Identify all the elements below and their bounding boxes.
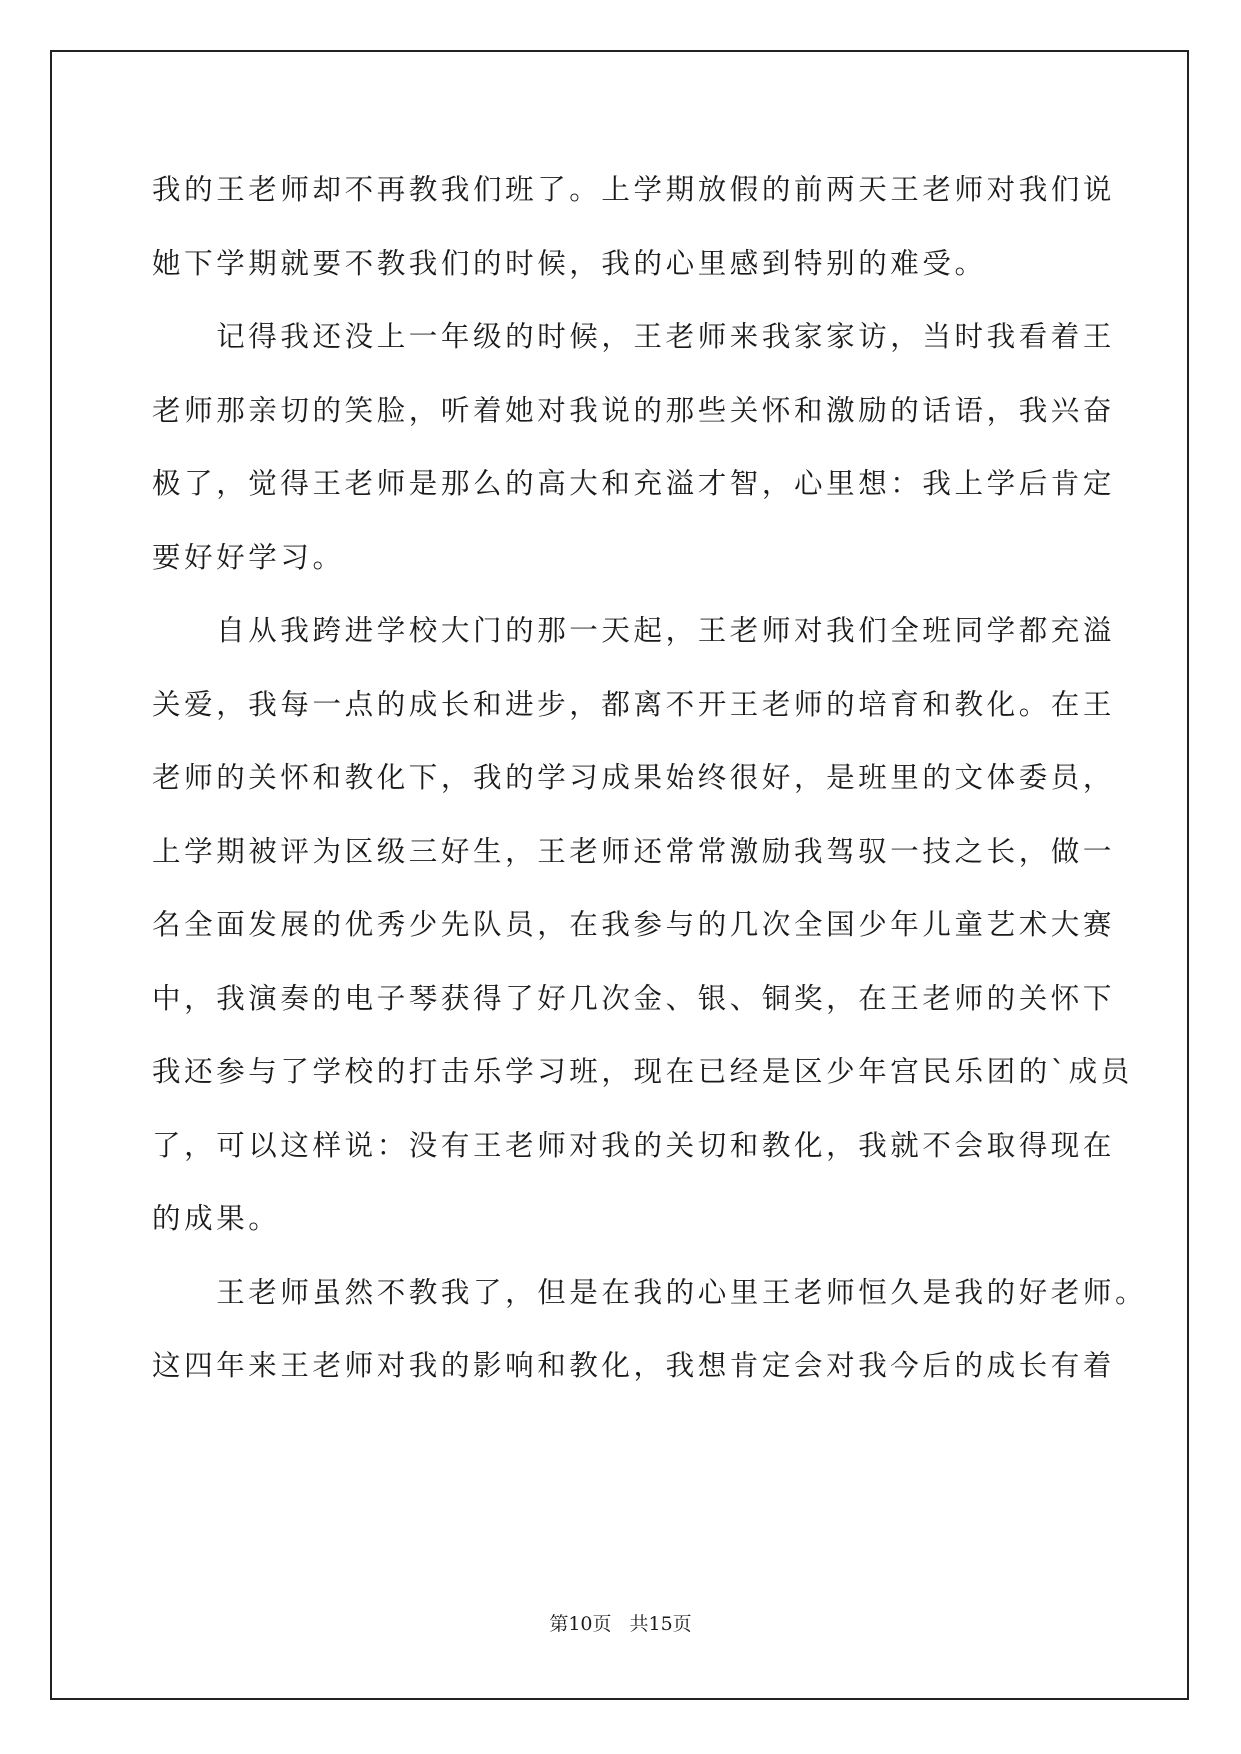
text-line: 的成果。: [152, 1202, 281, 1235]
text-line: 自从我跨进学校大门的那一天起，王老师对我们全班同学都充溢: [152, 614, 1116, 647]
page-footer: [0, 1609, 1241, 1636]
text-line: 这四年来王老师对我的影响和教化，我想肯定会对我今后的成长有着: [152, 1349, 1116, 1382]
text-line: 我的王老师却不再教我们班了。上学期放假的前两天王老师对我们说: [152, 173, 1116, 206]
text-line: 她下学期就要不教我们的时候，我的心里感到特别的难受。: [152, 247, 987, 280]
text-line: 了，可以这样说：没有王老师对我的关切和教化，我就不会取得现在: [152, 1129, 1116, 1162]
text-line: 王老师虽然不教我了，但是在我的心里王老师恒久是我的好老师。: [152, 1276, 1148, 1309]
page-number-total: 共15页: [629, 1613, 692, 1635]
text-line: 老师的关怀和教化下，我的学习成果始终很好，是班里的文体委员，: [152, 761, 1116, 794]
text-line: 上学期被评为区级三好生，王老师还常常激励我驾驭一技之长，做一: [152, 835, 1116, 868]
text-line: 中，我演奏的电子琴获得了好几次金、银、铜奖，在王老师的关怀下: [152, 982, 1116, 1015]
page-border: [50, 50, 1189, 1700]
text-line: 关爱，我每一点的成长和进步，都离不开王老师的培育和教化。在王: [152, 688, 1116, 721]
text-line: 名全面发展的优秀少先队员，在我参与的几次全国少年儿童艺术大赛: [152, 908, 1116, 941]
text-line: 极了，觉得王老师是那么的高大和充溢才智，心里想：我上学后肯定: [152, 467, 1116, 500]
text-line: 我还参与了学校的打击乐学习班，现在已经是区少年宫民乐团的`成员: [152, 1055, 1133, 1088]
text-line: 老师那亲切的笑脸，听着她对我说的那些关怀和激励的话语，我兴奋: [152, 394, 1116, 427]
text-line: 记得我还没上一年级的时候，王老师来我家家访，当时我看着王: [152, 320, 1116, 353]
page-number-current: 第10页: [549, 1613, 612, 1635]
text-line: 要好好学习。: [152, 541, 345, 574]
